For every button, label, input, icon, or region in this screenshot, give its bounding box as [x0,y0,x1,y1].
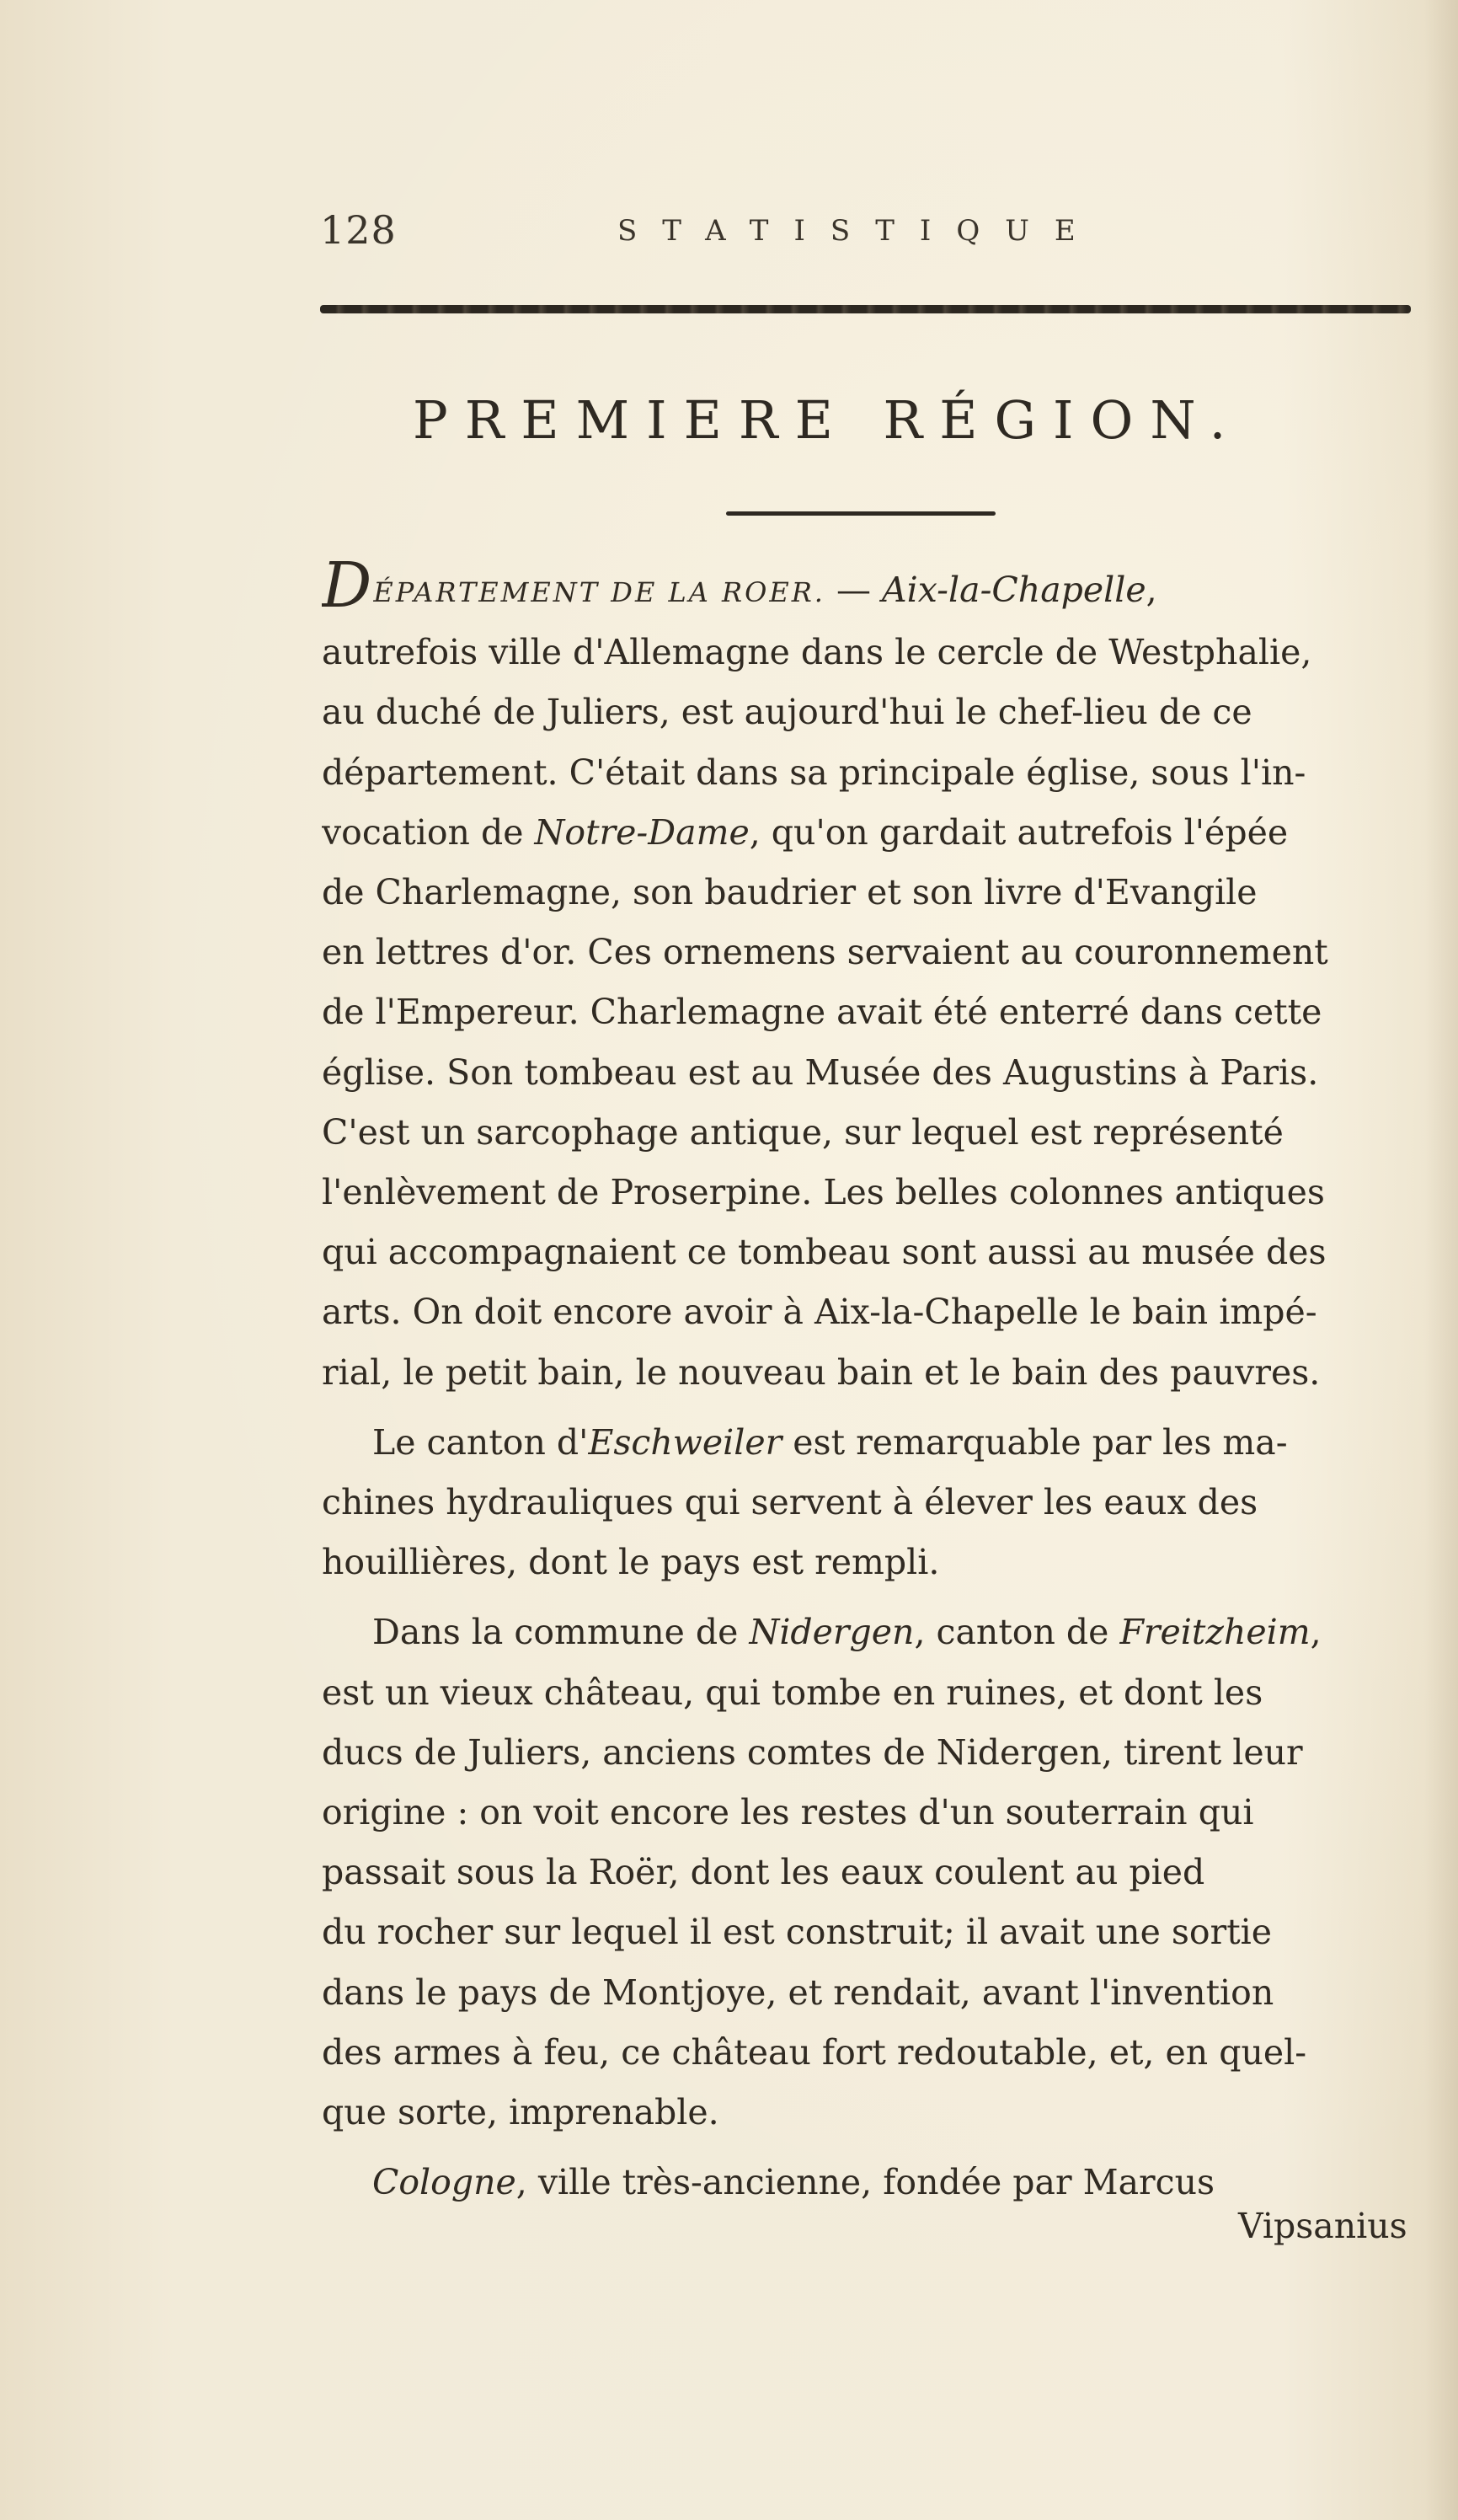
text-fragment: est remarquable par les ma- [782,1421,1288,1463]
text-line: l'enlèvement de Proserpine. Les belles colonnes antiques [322,1172,1325,1213]
paragraph-cologne [322,2153,1417,2212]
punctuation: , [1310,1612,1322,1653]
text-line: ducs de Juliers, anciens comtes de Nidergen, tirent leur [322,1731,1303,1773]
text-line: dans le pays de Montjoye, et rendait, avant l'invention [322,1972,1274,2013]
paragraph-eschweiler [322,1413,1417,1593]
text-line: rial, le petit bain, le nouveau bain et le bain des pauvres. [322,1351,1321,1393]
heading-dash: — [825,570,883,610]
text-fragment: vocation de [322,811,535,853]
catchword: Vipsanius [1238,2206,1407,2246]
text-line: des armes à feu, ce château fort redoutable, et, en quel- [322,2031,1307,2073]
page-header [320,207,1415,266]
text-line: C'est un sarcophage antique, sur lequel est représenté [322,1111,1284,1153]
department-heading: ÉPARTEMENT DE LA ROER. [373,576,825,608]
text-fragment: Le canton d' [372,1421,589,1463]
text-fragment: Dans la commune de [372,1612,750,1653]
running-head: STATISTIQUE [617,214,1101,248]
text-fragment: , ville très-ancienne, fondée par Marcus [515,2162,1215,2203]
text-line [322,2153,1417,2212]
text-line: en lettres d'or. Ces ornemens servaient au couronnement [322,932,1328,973]
text-line: qui accompagnaient ce tombeau sont aussi au musée des [322,1232,1327,1273]
text-line [322,803,1417,863]
text-fragment: , canton de [914,1612,1120,1653]
text-line: au duché de Juliers, est aujourd'hui le chef-lieu de ce [322,692,1252,733]
text-line: passait sous la Roër, dont les eaux coulent au pied [322,1852,1205,1893]
paragraph-first-line [322,556,1417,623]
text-line: de Charlemagne, son baudrier et son livre d'Evangile [322,872,1258,913]
paragraph-roer [322,556,1417,1403]
text-line: du rocher sur lequel il est construit; il avait une sortie [322,1912,1273,1953]
drop-cap: D [322,556,372,622]
text-fragment: , qu'on gardait autrefois l'épée [749,811,1289,853]
place-name: Nidergen [749,1612,915,1653]
text-line: houillières, dont le pays est rempli. [322,1542,940,1583]
header-rule [320,305,1411,313]
paragraph-nidergen [322,1602,1417,2143]
text-line: est un vieux château, qui tombe en ruines, et dont les [322,1672,1263,1713]
page-edge-shadow [1424,0,1458,2520]
text-line: origine : on voit encore les restes d'un souterrain qui [322,1792,1254,1833]
title-rule [726,511,996,516]
place-name: Aix-la-Chapelle [882,570,1146,610]
text-line: de l'Empereur. Charlemagne avait été enterré dans cette [322,992,1322,1033]
church-name: Notre-Dame [534,811,750,853]
text-line: autrefois ville d'Allemagne dans le cercle de Westphalie, [322,632,1312,673]
text-line: département. C'était dans sa principale église, sous l'in- [322,752,1306,793]
region-title: PREMIERE RÉGION. [413,389,1243,451]
text-line [322,1413,1417,1473]
punctuation: , [1146,570,1157,610]
body-text [322,556,1417,2212]
place-name: Freitzheim [1119,1612,1311,1653]
text-line: arts. On doit encore avoir à Aix-la-Chapelle le bain impé- [322,1292,1317,1333]
text-line [322,1602,1417,1662]
place-name: Cologne [372,2162,516,2203]
text-line: que sorte, imprenable. [322,2092,719,2133]
text-line: chines hydrauliques qui servent à élever les eaux des [322,1482,1258,1523]
place-name: Eschweiler [588,1421,782,1463]
page-number: 128 [320,207,397,253]
text-line: église. Son tombeau est au Musée des Augustins à Paris. [322,1051,1319,1093]
